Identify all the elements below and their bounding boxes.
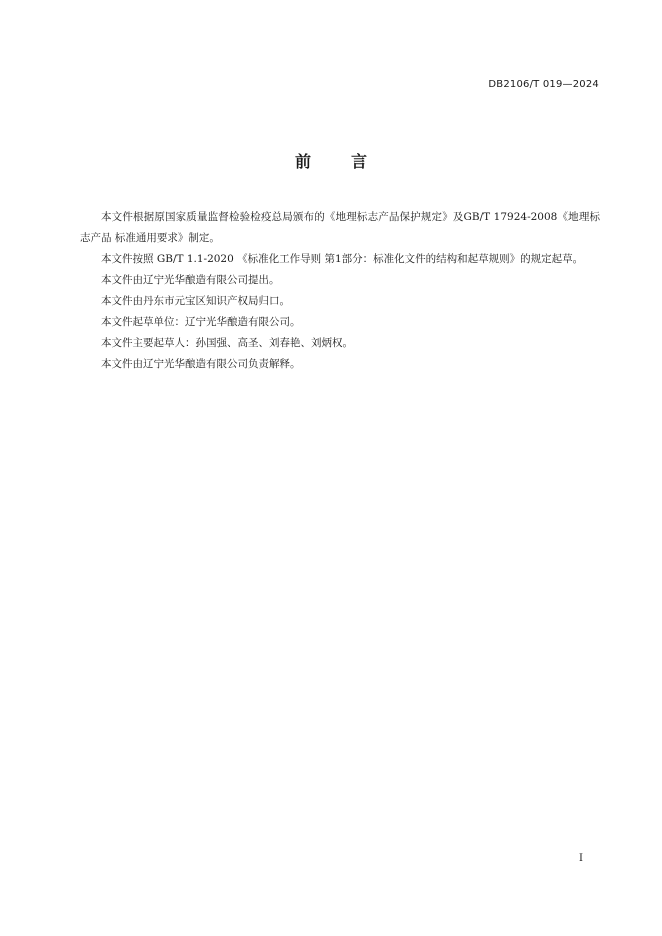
paragraph-basis: 本文件根据原国家质量监督检验检疫总局颁布的《地理标志产品保护规定》及GB/T 17924-2008《地理标志产品 标准通用要求》制定。: [80, 211, 600, 244]
document-code: DB2106/T 019—2024: [488, 79, 599, 90]
paragraph-administrator: 本文件由丹东市元宝区知识产权局归口。: [101, 295, 290, 307]
paragraph-drafting-unit: 本文件起草单位：辽宁光华酿造有限公司。: [101, 316, 301, 328]
page-title-part-2: 言: [351, 152, 368, 171]
page-number: I: [579, 853, 583, 864]
paragraph-drafters: 本文件主要起草人：孙国强、高圣、刘春艳、刘炳权。: [101, 337, 353, 349]
page-title: [0, 149, 662, 172]
paragraph-proposer: 本文件由辽宁光华酿造有限公司提出。: [101, 274, 280, 286]
foreword-body: [80, 207, 600, 375]
paragraph-drafting-rules: 本文件按照 GB/T 1.1-2020 《标准化工作导则 第1部分：标准化文件的结构和起草规则》的规定起草。: [101, 253, 584, 265]
paragraph-interpretation: 本文件由辽宁光华酿造有限公司负责解释。: [101, 358, 301, 370]
page-title-part-1: 前: [294, 152, 311, 171]
